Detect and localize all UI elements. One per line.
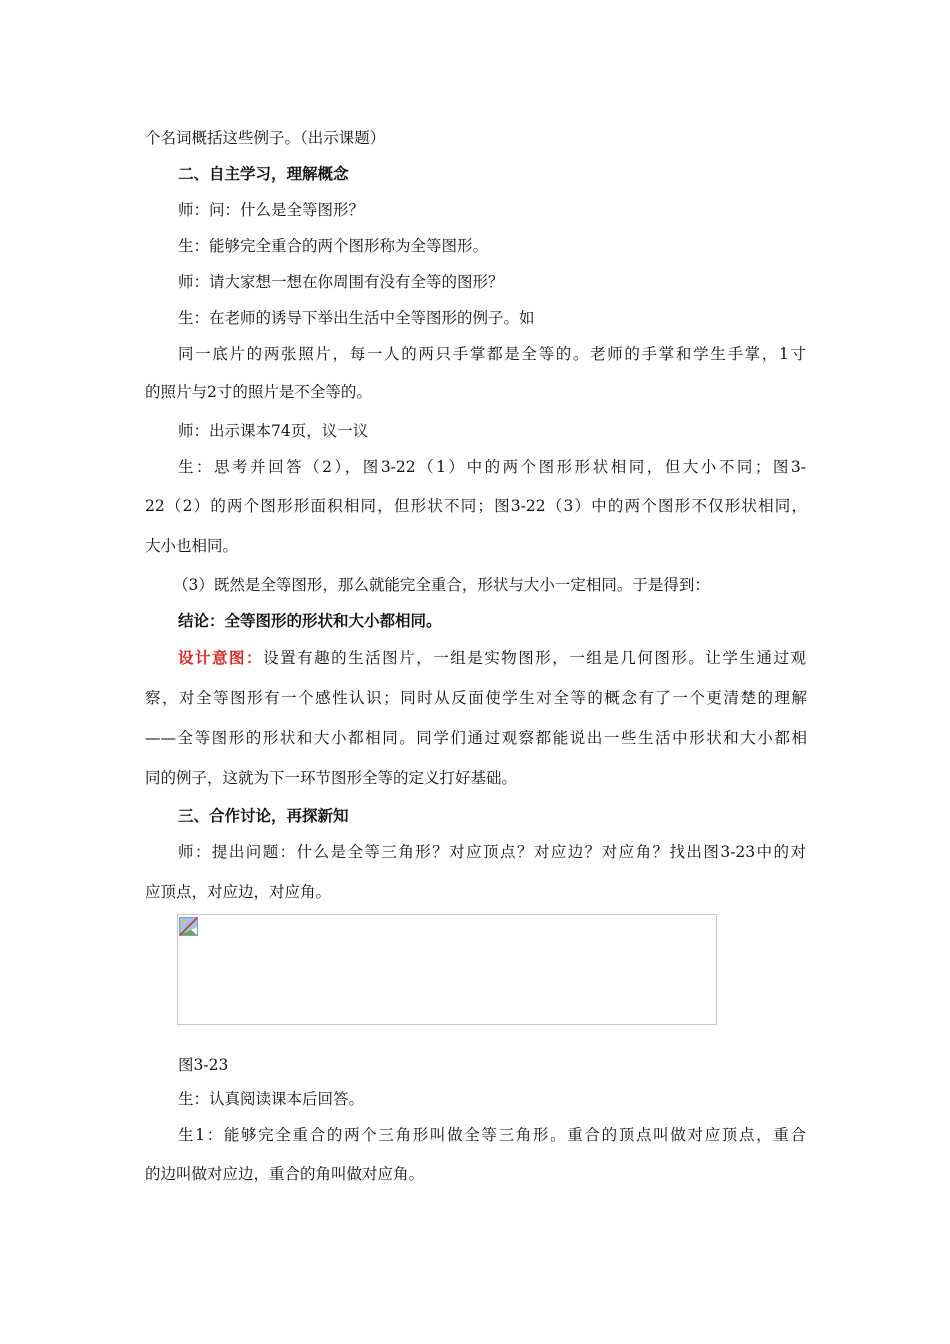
paragraph-line: 生：认真阅读课本后回答。 (178, 1090, 365, 1108)
paragraph-line: 察，对全等图形有一个感性认识；同时从反面使学生对全等的概念有了一个更清楚的理解 (145, 689, 807, 707)
design-intent-line (178, 648, 806, 668)
paragraph-line: 师：问：什么是全等图形？ (178, 201, 365, 219)
broken-image-icon (179, 917, 198, 936)
design-intent-label: 设计意图： (178, 648, 264, 667)
paragraph-line: 同一底片的两张照片，每一人的两只手掌都是全等的。老师的手掌和学生手掌，1寸 (178, 345, 806, 363)
section-heading-2: 二、自主学习，理解概念 (178, 164, 349, 183)
paragraph-line: 大小也相同。 (145, 537, 239, 555)
figure-caption: 图3-23 (178, 1056, 229, 1074)
figure-image-placeholder (177, 914, 717, 1025)
paragraph-line: 师：请大家想一想在你周围有没有全等的图形？ (178, 273, 504, 291)
section-heading-3: 三、合作讨论，再探新知 (178, 806, 349, 825)
paragraph-line: 生1：能够完全重合的两个三角形叫做全等三角形。重合的顶点叫做对应顶点，重合 (178, 1126, 806, 1144)
paragraph-line: 的边叫做对应边，重合的角叫做对应角。 (145, 1165, 425, 1183)
paragraph-line: 个名词概括这些例子。（出示课题） (145, 129, 386, 147)
paragraph-line: 22（2）的两个图形形面积相同，但形状不同；图3-22（3）中的两个图形不仅形状相同， (145, 497, 807, 515)
paragraph-line: 生：思考并回答（2），图3-22（1）中的两个图形形状相同，但大小不同；图3- (178, 458, 806, 476)
conclusion-line: 结论：全等图形的形状和大小都相同。 (178, 611, 442, 630)
paragraph-line: ——全等图形的形状和大小都相同。同学们通过观察都能说出一些生活中形状和大小都相 (145, 729, 807, 747)
paragraph-line: 同的例子，这就为下一环节图形全等的定义打好基础。 (145, 769, 518, 787)
paragraph-line: 师：提出问题：什么是全等三角形？对应顶点？对应边？对应角？找出图3-23中的对 (178, 843, 806, 861)
paragraph-line: 生：在老师的诱导下举出生活中全等图形的例子。如 (178, 309, 535, 327)
paragraph-line: 生：能够完全重合的两个图形称为全等图形。 (178, 237, 489, 255)
design-intent-text: 设置有趣的生活图片，一组是实物图形，一组是几何图形。让学生通过观 (263, 649, 806, 667)
paragraph-line: 应顶点，对应边，对应角。 (145, 883, 332, 901)
paragraph-line: 的照片与2寸的照片是不全等的。 (145, 383, 372, 401)
paragraph-line: （3）既然是全等图形，那么就能完全重合，形状与大小一定相同。于是得到： (173, 576, 710, 594)
paragraph-line: 师：出示课本74页，议一议 (178, 422, 369, 440)
